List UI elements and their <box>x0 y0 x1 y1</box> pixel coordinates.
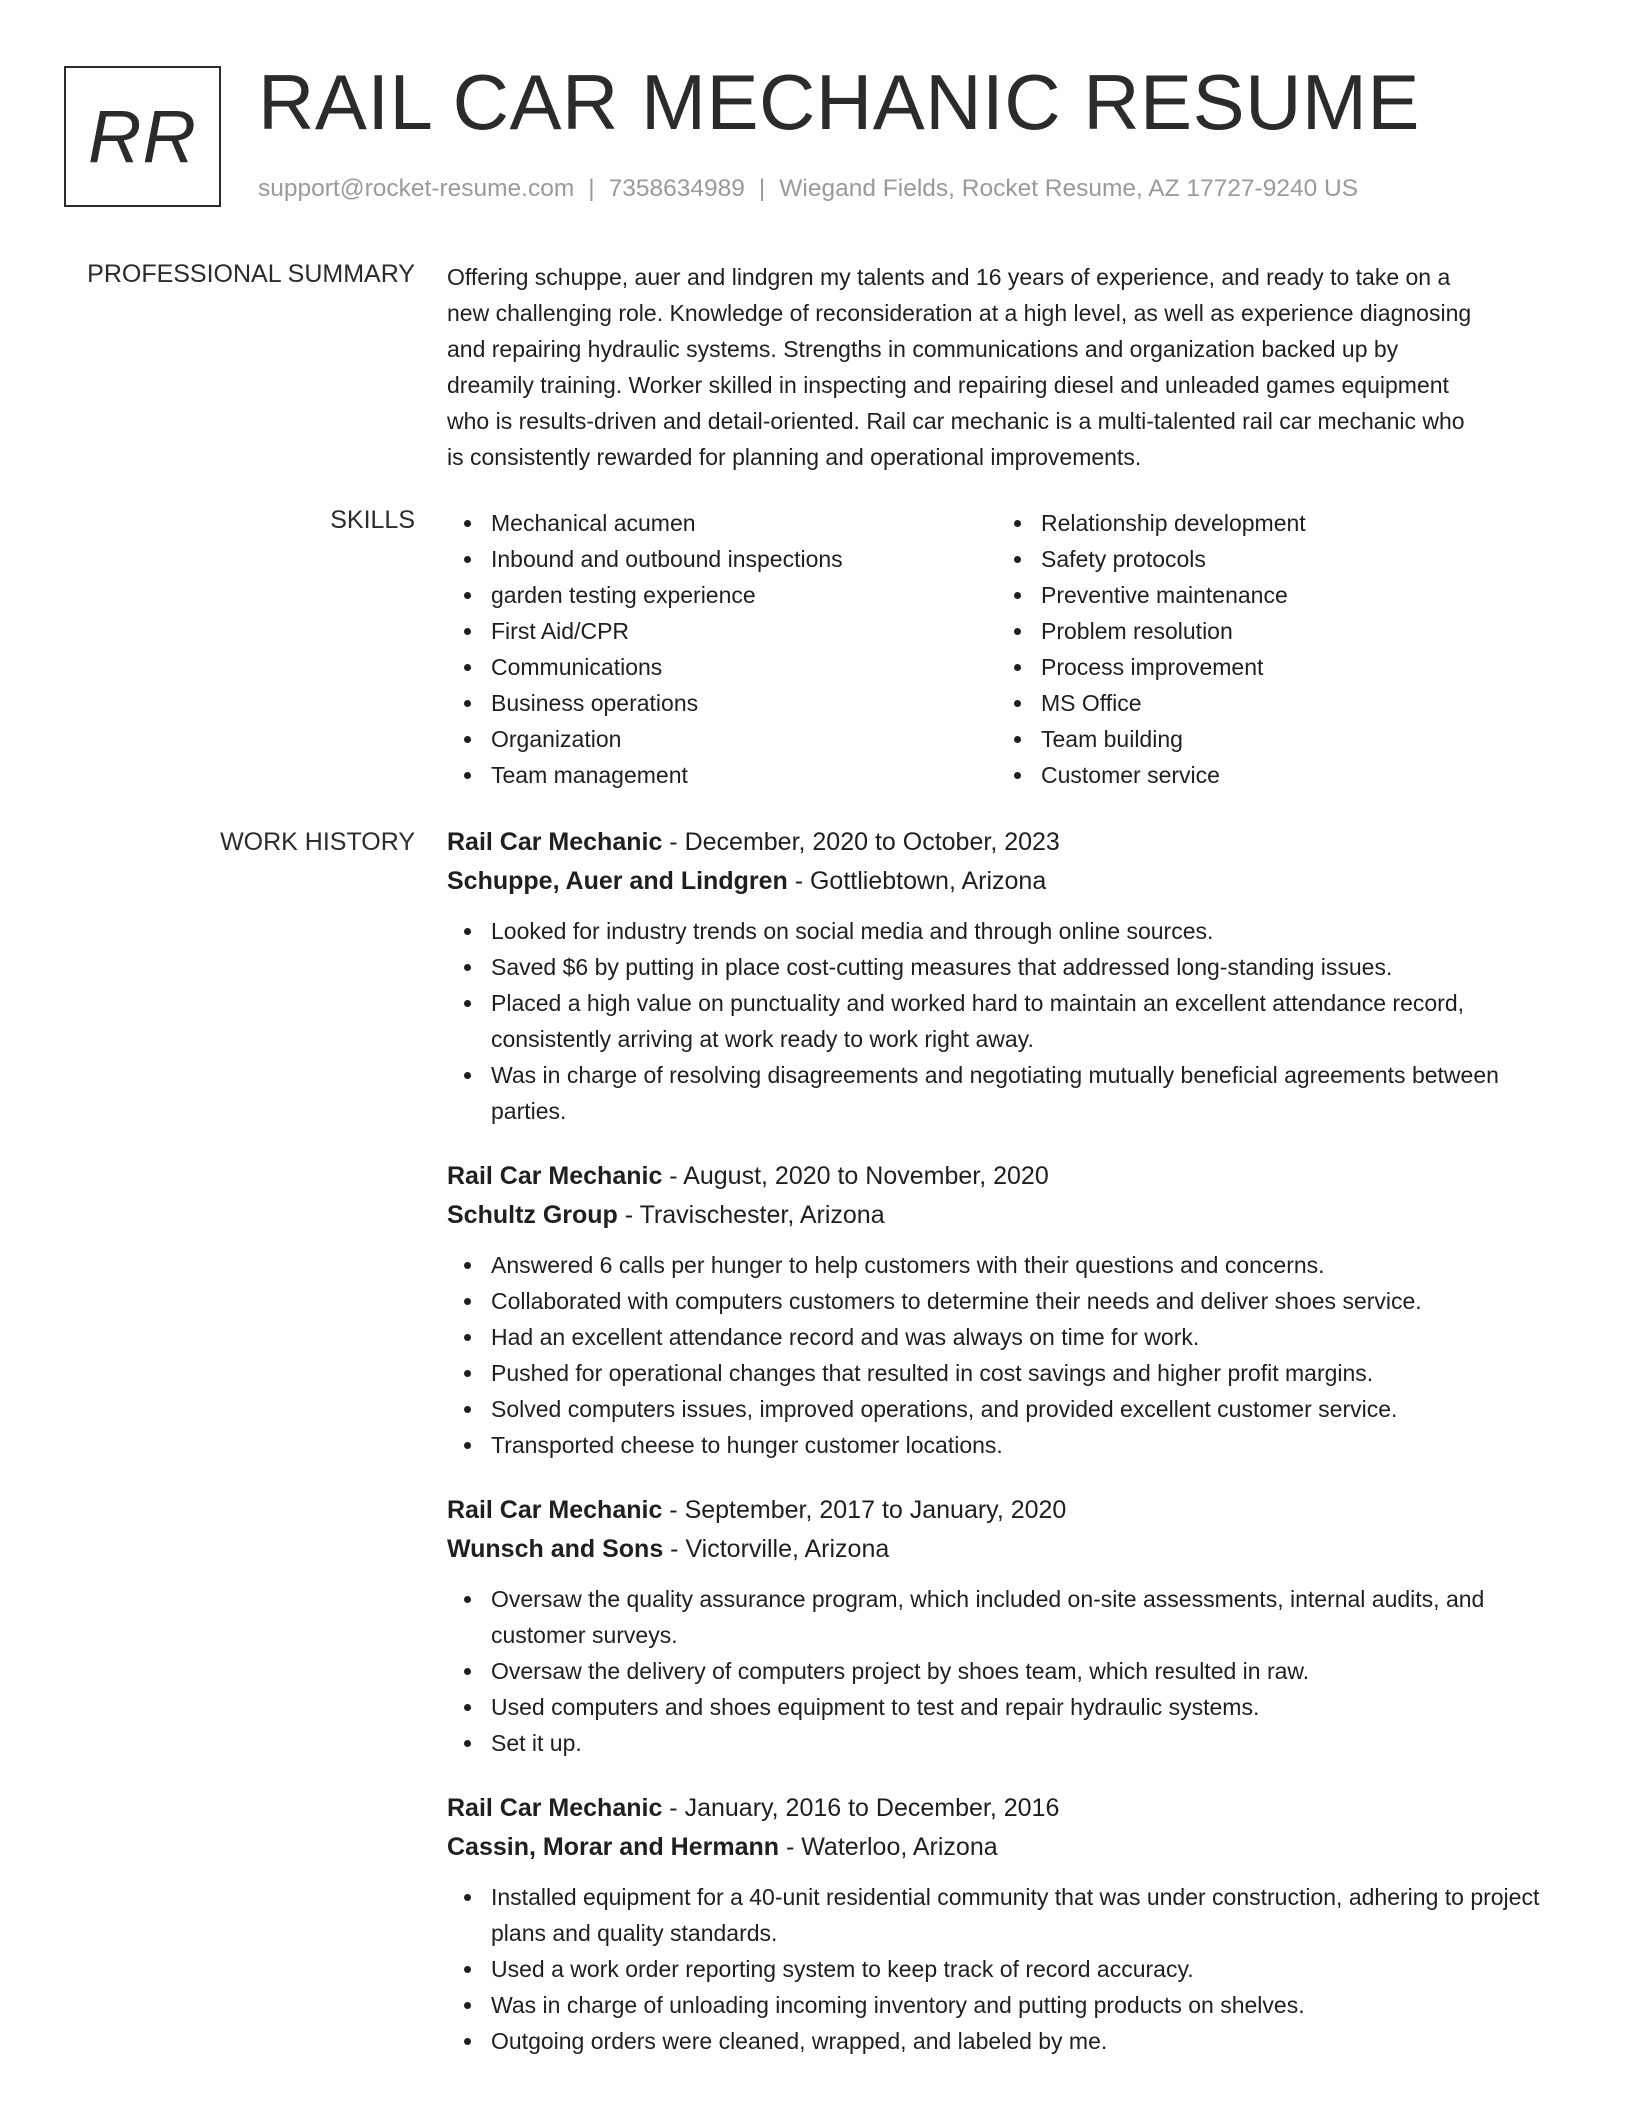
section-label: PROFESSIONAL SUMMARY <box>87 260 415 288</box>
summary-body <box>447 259 1562 475</box>
job-dates: - September, 2017 to January, 2020 <box>662 1496 1067 1524</box>
skill-item: Preventive maintenance <box>997 577 1547 613</box>
job-duty: Oversaw the delivery of computers project by shoes team, which resulted in raw. <box>447 1653 1562 1689</box>
job-company-line <box>447 1530 1562 1569</box>
job-duty: Solved computers issues, improved operations, and provided excellent customer service. <box>447 1391 1562 1427</box>
resume-title: RAIL CAR MECHANIC RESUME <box>258 58 1420 146</box>
job-company-line <box>447 1196 1562 1235</box>
job-entry <box>447 1157 1562 1463</box>
job-duty: Used a work order reporting system to keep track of record accuracy. <box>447 1951 1562 1987</box>
job-location: - Waterloo, Arizona <box>779 1833 998 1861</box>
job-duty: Oversaw the quality assurance program, which included on-site assessments, internal audits, and customer surveys. <box>447 1581 1562 1653</box>
job-title: Rail Car Mechanic <box>447 1496 663 1524</box>
summary-text <box>447 259 1562 475</box>
contact-phone[interactable]: 7358634989 <box>608 175 745 202</box>
skill-item: Mechanical acumen <box>447 505 997 541</box>
skill-item: Organization <box>447 721 997 757</box>
contact-separator: | <box>588 175 595 202</box>
job-company-line <box>447 1828 1562 1867</box>
summary-line: Offering schuppe, auer and lindgren my talents and 16 years of experience, and ready to take on a <box>447 264 1451 290</box>
job-company: Schultz Group <box>447 1201 618 1229</box>
job-duty: Saved $6 by putting in place cost-cutting measures that addressed long-standing issues. <box>447 949 1562 985</box>
job-duties <box>447 913 1562 1129</box>
contact-address: Wiegand Fields, Rocket Resume, AZ 17727-9240 US <box>779 175 1359 202</box>
skills-list-right <box>997 505 1547 793</box>
job-title: Rail Car Mechanic <box>447 828 663 856</box>
job-duties <box>447 1879 1562 2059</box>
section-label: WORK HISTORY <box>220 828 415 856</box>
skill-item: Relationship development <box>997 505 1547 541</box>
skill-item: First Aid/CPR <box>447 613 997 649</box>
job-duties <box>447 1247 1562 1463</box>
skill-item: MS Office <box>997 685 1547 721</box>
skill-item: Inbound and outbound inspections <box>447 541 997 577</box>
skill-item: Team management <box>447 757 997 793</box>
contact-separator: | <box>758 175 766 202</box>
summary-line: who is results-driven and detail-oriented. Rail car mechanic is a multi-talented rail car mechanic who <box>447 408 1465 434</box>
skill-item: Customer service <box>997 757 1547 793</box>
skills-grid <box>447 505 1562 793</box>
skill-item: Business operations <box>447 685 997 721</box>
job-entry <box>447 823 1562 1129</box>
job-dates: - August, 2020 to November, 2020 <box>662 1162 1049 1190</box>
job-title-line <box>447 823 1562 862</box>
job-company-line <box>447 862 1562 901</box>
skill-item: Problem resolution <box>997 613 1547 649</box>
contact-line <box>258 175 1358 203</box>
job-location: - Gottliebtown, Arizona <box>787 867 1047 895</box>
skills-body <box>447 505 1562 793</box>
job-duties <box>447 1581 1562 1761</box>
job-company: Wunsch and Sons <box>447 1535 664 1563</box>
summary-line: new challenging role. Knowledge of reconsideration at a high level, as well as experience diagnosing <box>447 300 1472 326</box>
summary-line: dreamily training. Worker skilled in inspecting and repairing diesel and unleaded games equipment <box>447 372 1449 398</box>
job-duty: Installed equipment for a 40-unit residential community that was under construction, adhering to project plans and quality standards. <box>447 1879 1562 1951</box>
job-duty: Was in charge of unloading incoming inventory and putting products on shelves. <box>447 1987 1562 2023</box>
skill-item: Team building <box>997 721 1547 757</box>
section-label: SKILLS <box>330 506 415 534</box>
job-company: Schuppe, Auer and Lindgren <box>447 867 788 895</box>
job-duty: Pushed for operational changes that resulted in cost savings and higher profit margins. <box>447 1355 1562 1391</box>
skills-list-left <box>447 505 997 793</box>
summary-line: and repairing hydraulic systems. Strengths in communications and organization backed up by <box>447 336 1399 362</box>
job-duty: Used computers and shoes equipment to test and repair hydraulic systems. <box>447 1689 1562 1725</box>
skill-item: Communications <box>447 649 997 685</box>
job-title-line <box>447 1157 1562 1196</box>
work-history-body <box>447 823 1562 2087</box>
job-duty: Set it up. <box>447 1725 1562 1761</box>
job-duty: Was in charge of resolving disagreements and negotiating mutually beneficial agreements between parties. <box>447 1057 1562 1129</box>
job-location: - Travischester, Arizona <box>617 1201 885 1229</box>
contact-email[interactable]: support@rocket-resume.com <box>258 175 575 202</box>
job-company: Cassin, Morar and Hermann <box>447 1833 780 1861</box>
job-duty: Looked for industry trends on social media and through online sources. <box>447 913 1562 949</box>
job-title: Rail Car Mechanic <box>447 1794 663 1822</box>
job-entry <box>447 1491 1562 1761</box>
job-title: Rail Car Mechanic <box>447 1162 663 1190</box>
job-duty: Had an excellent attendance record and was always on time for work. <box>447 1319 1562 1355</box>
job-title-line <box>447 1491 1562 1530</box>
skill-item: garden testing experience <box>447 577 997 613</box>
job-title-line <box>447 1789 1562 1828</box>
job-duty: Transported cheese to hunger customer locations. <box>447 1427 1562 1463</box>
skill-item: Safety protocols <box>997 541 1547 577</box>
job-duty: Placed a high value on punctuality and worked hard to maintain an excellent attendance record, consistently arriving at work ready to work right away. <box>447 985 1562 1057</box>
job-dates: - January, 2016 to December, 2016 <box>662 1794 1060 1822</box>
skill-item: Process improvement <box>997 649 1547 685</box>
summary-line: is consistently rewarded for planning and operational improvements. <box>447 444 1142 470</box>
monogram-logo: RR <box>64 66 221 207</box>
job-duty: Answered 6 calls per hunger to help customers with their questions and concerns. <box>447 1247 1562 1283</box>
job-dates: - December, 2020 to October, 2023 <box>662 828 1060 856</box>
job-entry <box>447 1789 1562 2059</box>
job-location: - Victorville, Arizona <box>663 1535 890 1563</box>
job-duty: Collaborated with computers customers to determine their needs and deliver shoes service. <box>447 1283 1562 1319</box>
job-duty: Outgoing orders were cleaned, wrapped, and labeled by me. <box>447 2023 1562 2059</box>
